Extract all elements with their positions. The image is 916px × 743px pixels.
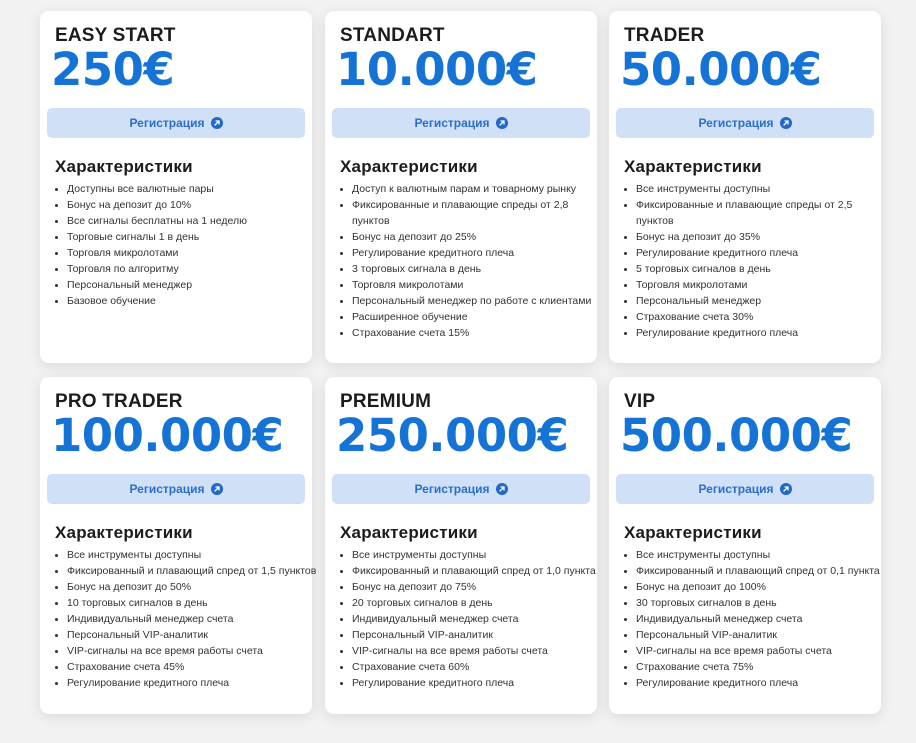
plan-price: 500.000€ [620, 409, 853, 462]
register-button-label: Регистрация [414, 482, 490, 496]
feature-item: • Фиксированные и плавающие спреды от 2,5 пунктов [636, 197, 886, 229]
register-button[interactable] [47, 108, 305, 138]
feature-item: • Персональный VIP-аналитик [352, 627, 602, 643]
feature-item: • Торговля по алгоритму [67, 261, 317, 277]
plan-name: PREMIUM [340, 391, 432, 412]
features-title: Характеристики [624, 523, 762, 542]
feature-item: • Страхование счета 75% [636, 659, 886, 675]
feature-item: • Все инструменты доступны [636, 547, 886, 563]
features-title: Характеристики [55, 523, 193, 542]
feature-item: • Страхование счета 30% [636, 309, 886, 325]
feature-item: • Персональный менеджер [636, 293, 886, 309]
register-button[interactable] [332, 474, 590, 504]
feature-item: • Регулирование кредитного плеча [636, 245, 886, 261]
plan-name: STANDART [340, 25, 445, 46]
plan-price: 100.000€ [51, 409, 284, 462]
feature-item: • Регулирование кредитного плеча [352, 245, 602, 261]
feature-item: • Страхование счета 15% [352, 325, 602, 341]
feature-item: • Индивидуальный менеджер счета [67, 611, 317, 627]
feature-item: • Фиксированный и плавающий спред от 1,5 пунктов [67, 563, 317, 579]
feature-item: • VIP-сигналы на все время работы счета [67, 643, 317, 659]
feature-item: • Доступны все валютные пары [67, 181, 317, 197]
features-title: Характеристики [340, 157, 478, 176]
register-button[interactable] [332, 108, 590, 138]
features-list [340, 547, 602, 691]
features-list [55, 181, 317, 309]
features-title: Характеристики [340, 523, 478, 542]
feature-item: • Бонус на депозит до 50% [67, 579, 317, 595]
feature-item: • Индивидуальный менеджер счета [352, 611, 602, 627]
register-button[interactable] [616, 474, 874, 504]
features-list [624, 181, 886, 341]
feature-item: • Регулирование кредитного плеча [67, 675, 317, 691]
register-button[interactable] [47, 474, 305, 504]
feature-item: • Доступ к валютным парам и товарному рынку [352, 181, 602, 197]
plan-name: EASY START [55, 25, 176, 46]
feature-item: • Фиксированный и плавающий спред от 0,1 пункта [636, 563, 886, 579]
arrow-up-right-icon [211, 117, 223, 129]
plan-card-standart [325, 11, 597, 363]
feature-item: • 30 торговых сигналов в день [636, 595, 886, 611]
plan-card-trader [609, 11, 881, 363]
feature-item: • Торговля микролотами [636, 277, 886, 293]
arrow-up-right-icon [780, 117, 792, 129]
feature-item: • Регулирование кредитного плеча [352, 675, 602, 691]
feature-item: • VIP-сигналы на все время работы счета [636, 643, 886, 659]
plan-price: 10.000€ [336, 43, 538, 96]
plan-price: 250.000€ [336, 409, 569, 462]
feature-item: • Страхование счета 60% [352, 659, 602, 675]
register-button-label: Регистрация [698, 116, 774, 130]
feature-item: • Базовое обучение [67, 293, 317, 309]
plan-name: TRADER [624, 25, 705, 46]
feature-item: • 3 торговых сигнала в день [352, 261, 602, 277]
feature-item: • Все инструменты доступны [352, 547, 602, 563]
arrow-up-right-icon [780, 483, 792, 495]
feature-item: • Индивидуальный менеджер счета [636, 611, 886, 627]
features-title: Характеристики [55, 157, 193, 176]
plan-card-easy-start [40, 11, 312, 363]
plan-name: PRO TRADER [55, 391, 183, 412]
features-list [624, 547, 886, 691]
feature-item: • Бонус на депозит до 10% [67, 197, 317, 213]
feature-item: • Бонус на депозит до 35% [636, 229, 886, 245]
arrow-up-right-icon [496, 483, 508, 495]
plan-name: VIP [624, 391, 656, 412]
feature-item: • Регулирование кредитного плеча [636, 675, 886, 691]
feature-item: • Персональный менеджер по работе с клиентами [352, 293, 602, 309]
register-button-label: Регистрация [414, 116, 490, 130]
feature-item: • Фиксированный и плавающий спред от 1,0 пункта [352, 563, 602, 579]
plan-price: 250€ [51, 43, 175, 96]
features-title: Характеристики [624, 157, 762, 176]
feature-item: • Все инструменты доступны [636, 181, 886, 197]
feature-item: • Бонус на депозит до 100% [636, 579, 886, 595]
arrow-up-right-icon [211, 483, 223, 495]
feature-item: • Торговля микролотами [352, 277, 602, 293]
plan-card-vip [609, 377, 881, 714]
feature-item: • Персональный VIP-аналитик [67, 627, 317, 643]
features-list [340, 181, 602, 341]
feature-item: • VIP-сигналы на все время работы счета [352, 643, 602, 659]
feature-item: • Все сигналы бесплатны на 1 неделю [67, 213, 317, 229]
feature-item: • Персональный VIP-аналитик [636, 627, 886, 643]
feature-item: • Бонус на депозит до 25% [352, 229, 602, 245]
feature-item: • Фиксированные и плавающие спреды от 2,8 пунктов [352, 197, 602, 229]
plan-price: 50.000€ [620, 43, 822, 96]
feature-item: • Все инструменты доступны [67, 547, 317, 563]
feature-item: • 5 торговых сигналов в день [636, 261, 886, 277]
arrow-up-right-icon [496, 117, 508, 129]
register-button-label: Регистрация [698, 482, 774, 496]
feature-item: • 20 торговых сигналов в день [352, 595, 602, 611]
feature-item: • 10 торговых сигналов в день [67, 595, 317, 611]
feature-item: • Бонус на депозит до 75% [352, 579, 602, 595]
feature-item: • Персональный менеджер [67, 277, 317, 293]
plan-card-pro-trader [40, 377, 317, 714]
register-button-label: Регистрация [129, 116, 205, 130]
register-button-label: Регистрация [129, 482, 205, 496]
features-list [55, 547, 317, 691]
feature-item: • Страхование счета 45% [67, 659, 317, 675]
feature-item: • Торговля микролотами [67, 245, 317, 261]
register-button[interactable] [616, 108, 874, 138]
feature-item: • Расширенное обучение [352, 309, 602, 325]
feature-item: • Регулирование кредитного плеча [636, 325, 886, 341]
feature-item: • Торговые сигналы 1 в день [67, 229, 317, 245]
plan-card-premium [325, 377, 597, 714]
